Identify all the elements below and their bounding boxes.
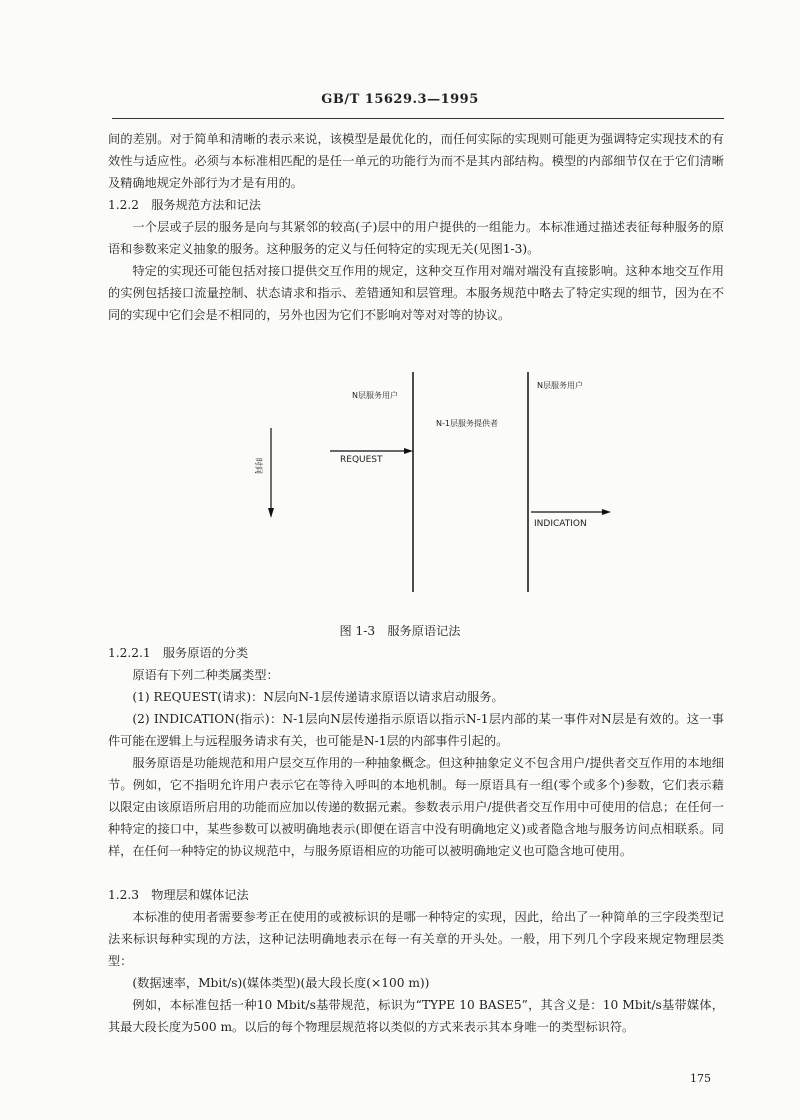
- paragraph-2: 一个层或子层的服务是向与其紧邻的较高(子)层中的用户提供的一组能力。本标准通过描述表征每种服务的原语和参数来定义抽象的服务。这种服务的定义与任何特定的实现无关(见图1-3)。: [108, 220, 724, 256]
- paragraph-4: 原语有下列二种类属类型：: [132, 668, 279, 682]
- list-item-request: (1) REQUEST(请求)：N层向N-1层传递请求原语以请求启动服务。: [132, 690, 504, 704]
- section-heading-1-2-3: 1.2.3 物理层和媒体记法: [108, 888, 249, 902]
- page-header: GB/T 15629.3—1995: [321, 92, 479, 107]
- request-label: REQUEST: [340, 455, 383, 465]
- formula-line: (数据速率，Mbit/s)(媒体类型)(最大段长度(×100 m)): [132, 976, 430, 990]
- paragraph-3: 特定的实现还可能包括对接口提供交互作用的规定，这种交互作用对端对端没有直接影响。这种本地交互作用的实例包括接口流量控制、状态请求和指示、差错通知和层管理。本服务规范中略去了特定实现的细节，因为在不同的实现中它们会是不相同的，另外也因为它们不影响对等对对等的协议。: [108, 264, 724, 322]
- page-number: 175: [690, 1072, 711, 1085]
- paragraph-1: 间的差别。对于简单和清晰的表示来说，该模型是最优化的，而任何实际的实现则可能更为强调特定实现技术的有效性与适应性。必须与本标准相匹配的是任一单元的功能行为而不是其内部结构。模型的内部细节仅在于它们清晰及精确地规定外部行为才是有用的。: [108, 132, 724, 190]
- provider-label: N-1层服务提供者: [436, 419, 498, 428]
- section-heading-1-2-2: 1.2.2 服务规范方法和记法: [108, 198, 261, 212]
- list-item-indication: (2) INDICATION(指示)：N-1层向N层传递指示原语以指示N-1层内部的某一事件对N层是有效的。这一事件可能在逻辑上与远程服务请求有关，也可能是N-1层的内部事件引起的。: [108, 712, 724, 748]
- indication-label: INDICATION: [534, 519, 587, 529]
- right-user-label: N层服务用户: [537, 381, 583, 390]
- time-label: 时间: [254, 458, 263, 474]
- figure-caption: 图 1-3 服务原语记法: [339, 624, 461, 638]
- left-user-label: N层服务用户: [352, 391, 398, 400]
- paragraph-5: 服务原语是功能规范和用户层交互作用的一种抽象概念。但这种抽象定义不包含用户/提供者交互作用的本地细节。例如，它不指明允许用户表示它在等待入呼叫的本地机制。每一原语具有一组(零个或多个)参数，它们表示藉以限定由该原语所启用的功能而应加以传递的数据元素。参数表示用户/提供者交互作用中可使用的信息；在任何一种特定的接口中，某些参数可以被明确地表示(即便在语言中没有明确地定义)或者隐含地与服务访问点相联系。同样，在任何一种特定的协议规范中，与服务原语相应的功能可以被明确地定义也可隐含地可使用。: [108, 756, 724, 858]
- paragraph-6: 本标准的使用者需要参考正在使用的或被标识的是哪一种特定的实现，因此，给出了一种简单的三字段类型记法来标识每种实现的方法，这种记法明确地表示在每一有关章的开头处。一般，用下列几个字段来规定物理层类型：: [108, 910, 724, 968]
- paragraph-7: 例如，本标准包括一种10 Mbit/s基带规范，标识为“TYPE 10 BASE5”，其含义是：10 Mbit/s基带媒体，其最大段长度为500 m。以后的每个物理层规范将以类似的方式来表示其本身唯一的类型标识符。: [108, 998, 724, 1034]
- time-arrow-head: [268, 508, 274, 518]
- section-heading-1-2-2-1: 1.2.2.1 服务原语的分类: [108, 646, 249, 660]
